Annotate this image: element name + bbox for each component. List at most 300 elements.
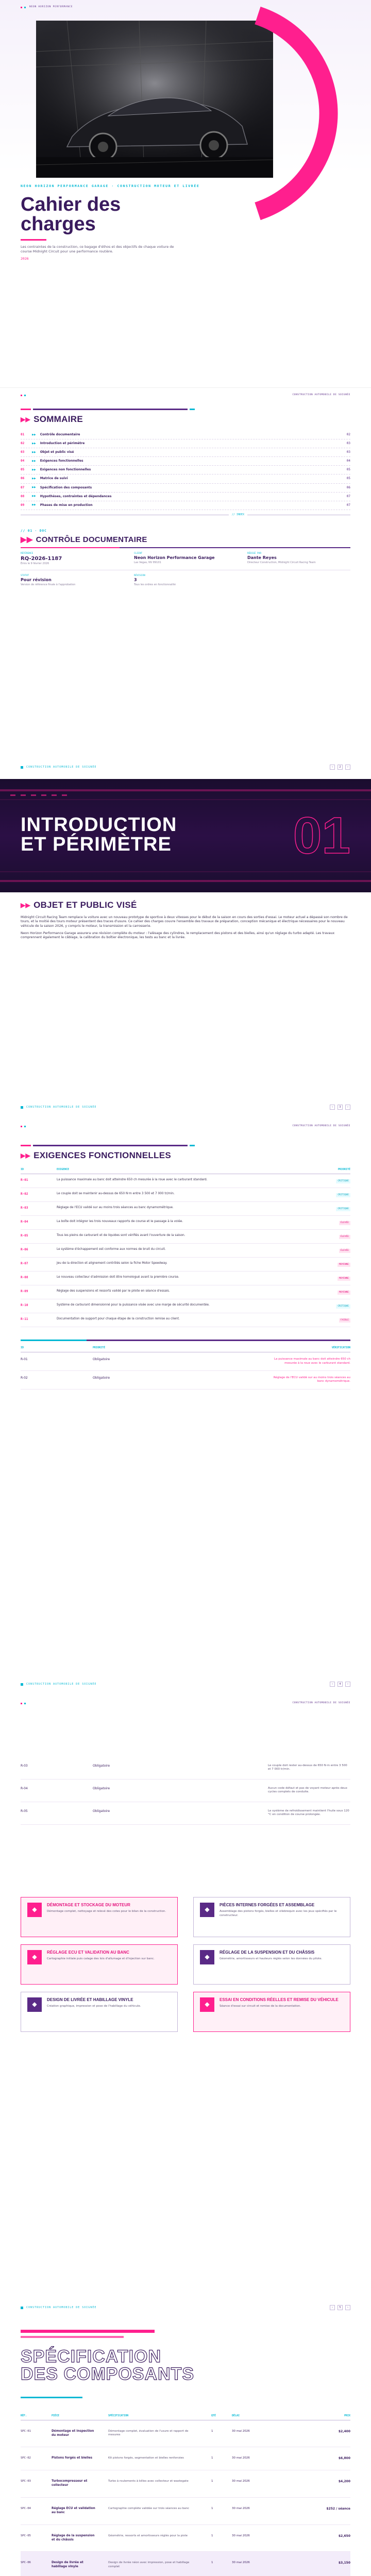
nonfunc-id: R-04 bbox=[21, 1786, 28, 1790]
summary-title-text: SOMMAIRE bbox=[33, 414, 83, 424]
page-components bbox=[0, 2319, 371, 2576]
trace-col-priority: PRIORITÉ bbox=[93, 1346, 106, 1350]
deliverable-body bbox=[220, 1903, 344, 1931]
component-ref: SPC-03 bbox=[21, 2480, 31, 2483]
page-label: CONSTRUCTION AUTOMOBILE DE SOIGNÉE bbox=[292, 1701, 350, 1704]
requirement-text: Système de carburant dimensionné pour la puissance visée avec une marge de sécurité documentée. bbox=[57, 1303, 210, 1307]
footer-brand bbox=[21, 1106, 96, 1109]
doc-client-value: Neon Horizon Performance Garage bbox=[134, 555, 215, 560]
summary-item-label: Spécification des composants bbox=[40, 485, 92, 489]
requirement-text: Réglage de l'ECU validé sur au moins trois séances au banc dynamométrique. bbox=[57, 1206, 174, 1209]
doc-status-value: Pour révision bbox=[21, 578, 52, 583]
summary-item[interactable] bbox=[21, 431, 350, 439]
summary-item-label: Objet et public visé bbox=[40, 450, 74, 454]
table-row bbox=[21, 2470, 350, 2498]
priority-badge: FAIBLE bbox=[339, 1318, 350, 1323]
doc-revision-value: 3 bbox=[134, 578, 137, 583]
requirement-id: R-10 bbox=[21, 1303, 28, 1308]
component-qty: 1 bbox=[211, 2561, 213, 2565]
deliverable-card bbox=[21, 1944, 178, 1985]
summary-item-label: Contrôle documentaire bbox=[40, 432, 80, 436]
component-price: $3,150 bbox=[338, 2561, 350, 2565]
page-functional bbox=[0, 1119, 371, 1696]
summary-item-number: 04 bbox=[21, 459, 25, 463]
table-row bbox=[21, 1757, 350, 1779]
component-ref: SPC-02 bbox=[21, 2456, 31, 2460]
component-spec: Démontage complet, évaluation de l'usure et rapport de mesures bbox=[108, 2429, 189, 2437]
summary-list bbox=[21, 431, 350, 510]
component-lead: 30 mai 2026 bbox=[232, 2507, 250, 2511]
requirement-priority-cell bbox=[314, 1201, 350, 1215]
col-spec: SPÉCIFICATION bbox=[108, 2414, 129, 2417]
table-row bbox=[21, 1779, 350, 1802]
doc-status-sub: Version de référence finale à l'approbation bbox=[21, 583, 76, 587]
requirement-id: R-11 bbox=[21, 1317, 28, 1321]
summary-item-page: 05 bbox=[346, 477, 350, 481]
component-lead: 30 mai 2026 bbox=[232, 2480, 250, 2483]
chevron-right-icon: ▶▶ bbox=[32, 433, 36, 436]
trace-priority: Obligatoire bbox=[93, 1358, 110, 1362]
intro-title-line-1: INTRODUCTION bbox=[21, 814, 177, 836]
component-part: Réglage ECU et validation au banc bbox=[52, 2507, 95, 2514]
deliverable-title: ESSAI EN CONDITIONS RÉELLES ET REMISE DU VÉHICULE bbox=[220, 1997, 339, 2002]
deliverable-text: Cartographie initiale puis calage des lois d'allumage et d'injection sur banc. bbox=[47, 1957, 155, 1961]
components-title bbox=[21, 2348, 194, 2383]
footer-brand bbox=[21, 2306, 96, 2310]
page-label: CONSTRUCTION AUTOMOBILE DE SOIGNÉE bbox=[292, 393, 350, 396]
nonfunc-verification: Le couple doit rester au-dessus de 650 N·m entre 3 500 et 7 000 tr/min. bbox=[268, 1764, 347, 1771]
summary-item-label: Exigences fonctionnelles bbox=[40, 459, 83, 463]
col-requirement: EXIGENCE bbox=[57, 1167, 70, 1171]
col-id: ID bbox=[21, 1167, 24, 1171]
summary-item-page: 04 bbox=[346, 459, 350, 463]
col-qty: QTÉ bbox=[211, 2414, 216, 2417]
summary-item-number: 09 bbox=[21, 503, 25, 507]
nonfunc-id: R-05 bbox=[21, 1809, 28, 1813]
priority-badge: MOYENNE bbox=[338, 1291, 350, 1295]
requirement-priority-cell bbox=[314, 1174, 350, 1188]
page-marker bbox=[21, 1126, 26, 1127]
component-spec: Kit pistons forgés, segmentation et bielles renforcées bbox=[108, 2456, 184, 2460]
deliverable-body bbox=[47, 1903, 166, 1931]
page-marker bbox=[21, 1703, 26, 1704]
requirement-priority-cell bbox=[314, 1244, 350, 1258]
component-spec: Cartographie complète validée sur trois séances au banc bbox=[108, 2507, 190, 2511]
page-marker bbox=[21, 395, 26, 396]
priority-badge: ÉLEVÉE bbox=[339, 1249, 350, 1253]
priority-badge: MOYENNE bbox=[338, 1277, 350, 1281]
component-ref: SPC-06 bbox=[21, 2561, 31, 2565]
doc-ref-value: RQ-2026-1187 bbox=[21, 555, 62, 562]
component-lead: 30 mai 2026 bbox=[232, 2561, 250, 2565]
deliverable-text: Assemblage des pistons forgés, bielles et vilebrequin avec les jeux spécifiés par le constructeur. bbox=[220, 1910, 337, 1917]
requirement-text: Réglage des suspensions et ressorts validé par le pilote en séance d'essais. bbox=[57, 1290, 170, 1293]
intro-title bbox=[21, 815, 177, 854]
requirement-text: Documentation de support pour chaque étape de la construction remise au client. bbox=[57, 1317, 180, 1321]
summary-item-label: Phases de mise en production bbox=[40, 503, 93, 507]
requirement-id: R-02 bbox=[21, 1192, 28, 1196]
page-footer bbox=[0, 753, 371, 774]
table-row bbox=[21, 1188, 350, 1201]
chevron-right-icon: ▶▶ bbox=[32, 450, 36, 454]
prev-page-icon[interactable]: ‹ bbox=[330, 1105, 335, 1110]
requirement-id: R-08 bbox=[21, 1276, 28, 1280]
trace-id: R-02 bbox=[21, 1376, 28, 1380]
summary-item-page: 05 bbox=[346, 468, 350, 472]
requirement-id: R-09 bbox=[21, 1290, 28, 1294]
deliverable-title: DESIGN DE LIVRÉE ET HABILLAGE VINYLE bbox=[47, 1997, 133, 2002]
prev-page-icon[interactable]: ‹ bbox=[330, 765, 335, 770]
requirement-id: R-06 bbox=[21, 1248, 28, 1251]
table-row bbox=[21, 1370, 350, 1389]
summary-item-number: 08 bbox=[21, 494, 25, 498]
summary-item-number: 06 bbox=[21, 477, 25, 481]
prev-page-icon[interactable]: ‹ bbox=[330, 2305, 335, 2310]
priority-badge: ÉLEVÉE bbox=[339, 1221, 350, 1225]
component-price: $6,800 bbox=[338, 2456, 350, 2461]
deliverable-icon: ◆ bbox=[200, 1997, 214, 2012]
summary-item[interactable] bbox=[21, 466, 350, 474]
component-price: $2,650 bbox=[338, 2534, 350, 2538]
component-part: Pistons forgés et bielles bbox=[52, 2456, 93, 2460]
summary-item-number: 07 bbox=[21, 485, 25, 489]
doc-ref-label: RÉFÉRENCE bbox=[21, 552, 33, 555]
col-part: PIÈCE bbox=[52, 2414, 60, 2417]
summary-item-page: 03 bbox=[346, 442, 350, 446]
table-row bbox=[21, 2552, 350, 2576]
doc-ref-sub: Émis le 9 février 2026 bbox=[21, 562, 49, 566]
components-table bbox=[21, 2412, 350, 2576]
chevron-right-icon: ▶▶ bbox=[32, 477, 36, 481]
component-part: Design de livrée et habillage vinyle bbox=[52, 2561, 83, 2569]
objet-paragraph-2: Neon Horizon Performance Garage assurera une révision complète du moteur : l'alésage des cylindres, le remplacement des pistons et des bielles, ainsi qu'un réglage du turbo adapté. Les travaux comprennent également le câblage, la calibration du boîtier électronique, les tests au banc et la livrée. bbox=[21, 931, 335, 940]
trace-id: R-01 bbox=[21, 1358, 28, 1362]
priority-badge: ÉLEVÉE bbox=[339, 1235, 350, 1239]
trace-verification: Réglage de l'ECU validé sur au moins trois séances au banc dynamométrique. bbox=[273, 1376, 350, 1383]
chevron-right-icon: ▶▶ bbox=[32, 495, 36, 498]
trace-table bbox=[21, 1344, 350, 1389]
summary-item[interactable] bbox=[21, 439, 350, 448]
functional-headband bbox=[21, 1144, 350, 1147]
intro-banner bbox=[0, 779, 371, 892]
trace-priority: Obligatoire bbox=[93, 1376, 110, 1380]
component-qty: 1 bbox=[211, 2480, 213, 2483]
requirement-id: R-05 bbox=[21, 1233, 28, 1238]
component-price: $4,200 bbox=[338, 2480, 350, 2484]
col-lead: DÉLAI bbox=[232, 2414, 240, 2417]
deliverable-card bbox=[193, 1897, 350, 1937]
requirement-text: Jeu de la direction et alignement contrôlés selon la fiche Motor Speedway. bbox=[57, 1262, 167, 1265]
doc-client-cell bbox=[134, 552, 237, 566]
requirement-text: La boîte doit intégrer les trois nouveaux rapports de course et le passage à la volée. bbox=[57, 1219, 183, 1223]
col-priority: PRIORITÉ bbox=[338, 1167, 350, 1171]
index-marker: // INDEX bbox=[231, 513, 244, 516]
doc-revision-sub: Tous les ordres en fonctionnalité bbox=[134, 583, 176, 587]
page-intro bbox=[0, 779, 371, 1119]
doc-revision-cell bbox=[134, 574, 237, 587]
requirement-text: La puissance maximale au banc doit atteindre 650 ch mesurée à la roue avec le carburant standard. bbox=[57, 1178, 208, 1181]
nonfunc-priority: Obligatoire bbox=[93, 1786, 110, 1790]
doc-author-value: Dante Reyes bbox=[247, 555, 277, 560]
deliverable-body bbox=[47, 1950, 155, 1979]
deliverable-title: RÉGLAGE DE LA SUSPENSION ET DU CHÂSSIS bbox=[220, 1950, 315, 1955]
summary-item[interactable] bbox=[21, 493, 350, 501]
table-row bbox=[21, 2420, 350, 2447]
doc-control-title: ▶▶ CONTRÔLE DOCUMENTAIRE bbox=[21, 535, 350, 545]
trace-rule bbox=[21, 1340, 350, 1341]
table-row bbox=[21, 2447, 350, 2470]
cover-accent-bar bbox=[21, 239, 46, 241]
deliverable-icon: ◆ bbox=[27, 1997, 42, 2012]
doc-ref-cell bbox=[21, 552, 124, 566]
deliverable-icon: ◆ bbox=[27, 1950, 42, 1964]
footer-label: CONSTRUCTION AUTOMOBILE DE SOIGNÉE bbox=[26, 2306, 97, 2309]
functional-table bbox=[21, 1166, 350, 1327]
chevron-right-icon: ▶▶ bbox=[32, 442, 36, 445]
deliverable-icon: ◆ bbox=[200, 1903, 214, 1917]
table-row bbox=[21, 1313, 350, 1327]
requirement-text: Tous les pleins de carburant et de liquides sont vérifiés avant l'ouverture de la saison. bbox=[57, 1233, 185, 1237]
trace-table-header bbox=[21, 1344, 350, 1352]
table-row bbox=[21, 1174, 350, 1188]
cover-page bbox=[0, 0, 371, 387]
chevron-right-icon: ▶▶ bbox=[32, 486, 36, 489]
doc-status-label: STATUT bbox=[21, 574, 29, 578]
brand-small: NEON HORIZON PERFORMANCE bbox=[29, 5, 73, 8]
footer-brand bbox=[21, 1683, 96, 1686]
objet-title: ▶▶ OBJET ET PUBLIC VISÉ bbox=[21, 900, 350, 911]
nonfunc-verification: Aucun code défaut et pas de voyant moteur après deux cycles complets de conduite. bbox=[268, 1786, 347, 1794]
col-ref: RÉF. bbox=[21, 2414, 27, 2417]
requirement-priority-cell bbox=[314, 1229, 350, 1243]
requirement-id: R-04 bbox=[21, 1219, 28, 1224]
component-spec: Turbo à roulements à billes avec collecteur et wastegate bbox=[108, 2480, 189, 2483]
next-page-icon[interactable]: › bbox=[345, 1105, 350, 1110]
component-part: Turbocompresseur et collecteur bbox=[52, 2480, 88, 2487]
deliverable-card bbox=[21, 1992, 178, 2032]
deliverable-card bbox=[193, 1992, 350, 2032]
component-part: Démontage et inspection du moteur bbox=[52, 2429, 94, 2437]
deliverables-grid bbox=[21, 1897, 350, 2032]
summary-item-page: 02 bbox=[346, 432, 350, 436]
doc-client-label: CLIENT bbox=[134, 552, 143, 555]
summary-item-page: 03 bbox=[346, 450, 350, 454]
col-price: PRIX bbox=[344, 2414, 350, 2417]
doc-control-grid bbox=[21, 552, 350, 566]
priority-badge: CRITIQUE bbox=[336, 1193, 350, 1197]
chevron-right-icon: ▶▶ bbox=[32, 468, 36, 471]
component-price: $2,400 bbox=[338, 2429, 350, 2433]
component-lead: 30 mai 2026 bbox=[232, 2429, 250, 2433]
requirement-priority-cell bbox=[314, 1188, 350, 1201]
summary-item[interactable] bbox=[21, 448, 350, 457]
footer-label: CONSTRUCTION AUTOMOBILE DE SOIGNÉE bbox=[26, 1105, 97, 1109]
page-number: 2 bbox=[338, 765, 343, 770]
deliverable-text: Démontage complet, nettoyage et relevé des cotes pour le bilan de la construction. bbox=[47, 1910, 166, 1913]
objet-paragraph-1: Midnight Circuit Racing Team remplace la voiture avec un nouveau prototype de sportive à deux vitesses pour le début de la saison en cours des sorties d'essai. Le moteur actuel a dépassé son nombre de tours, et la moitié des tours moteur présentent des traces d'usure. Ce cahier des charges couvre l'ensemble des travaux de préparation, conception mécanique et électrique nécessaires pour le nouveau véhicule de la saison 2026, y compris le moteur, la transmission et la carrosserie. bbox=[21, 915, 348, 928]
cover-title bbox=[21, 195, 350, 234]
nonfunc-priority: Obligatoire bbox=[93, 1809, 110, 1813]
components-table-header bbox=[21, 2412, 350, 2420]
doc-control-grid-2 bbox=[21, 574, 350, 587]
deliverable-icon: ◆ bbox=[27, 1903, 42, 1917]
component-qty: 1 bbox=[211, 2507, 213, 2511]
requirement-text: Le couple doit se maintenir au-dessus de 650 N·m entre 3 500 et 7 000 tr/min. bbox=[57, 1192, 175, 1195]
table-row bbox=[21, 1215, 350, 1229]
functional-title-text: EXIGENCES FONCTIONNELLES bbox=[33, 1150, 172, 1160]
table-row bbox=[21, 2498, 350, 2525]
cover-tagline: NEON HORIZON PERFORMANCE GARAGE · CONSTRUCTION MOTEUR ET LIVRÉE bbox=[21, 184, 200, 188]
objet-title-text: OBJET ET PUBLIC VISÉ bbox=[33, 900, 137, 910]
component-ref: SPC-01 bbox=[21, 2429, 31, 2433]
summary-title: ▶▶ SOMMAIRE bbox=[21, 414, 350, 426]
functional-table-header bbox=[21, 1166, 350, 1174]
pagination bbox=[330, 2305, 350, 2310]
requirement-text: Le système d'échappement est conforme aux normes de bruit du circuit. bbox=[57, 1248, 166, 1251]
doc-author-cell bbox=[247, 552, 350, 566]
requirement-priority-cell bbox=[314, 1285, 350, 1299]
doc-author-sub: Directeur Construction, Midnight Circuit Racing Team bbox=[247, 561, 316, 564]
table-row bbox=[21, 1201, 350, 1215]
table-row bbox=[21, 2524, 350, 2552]
table-row bbox=[21, 1802, 350, 1824]
summary-item-number: 05 bbox=[21, 468, 25, 472]
components-title-line-2: DES COMPOSANTS bbox=[21, 2364, 195, 2384]
requirement-text: Le nouveau collecteur d'admission doit être homologué avant la première course. bbox=[57, 1276, 179, 1279]
summary-item-number: 01 bbox=[21, 432, 25, 436]
intro-big-number: 01 bbox=[293, 807, 350, 865]
deliverable-body bbox=[220, 1950, 322, 1979]
summary-item[interactable] bbox=[21, 474, 350, 483]
summary-item[interactable] bbox=[21, 457, 350, 466]
component-spec: Design de livrée néon avec impression, pose et habillage complet bbox=[108, 2561, 190, 2568]
page-number: 3 bbox=[338, 1105, 343, 1110]
priority-badge: MOYENNE bbox=[338, 1263, 350, 1267]
summary-headband bbox=[21, 408, 350, 411]
summary-item-page: 06 bbox=[346, 485, 350, 489]
trace-col-id: ID bbox=[21, 1346, 24, 1350]
component-ref: SPC-04 bbox=[21, 2507, 31, 2511]
deliverable-body bbox=[220, 1997, 339, 2026]
requirement-priority-cell bbox=[314, 1313, 350, 1327]
summary-item[interactable] bbox=[21, 484, 350, 493]
component-qty: 1 bbox=[211, 2456, 213, 2460]
summary-end-marker bbox=[21, 513, 350, 517]
doc-control-rule bbox=[21, 547, 350, 548]
page-number: 4 bbox=[338, 1682, 343, 1687]
car-photo-illustration bbox=[36, 21, 273, 178]
deliverable-text: Séance d'essai sur circuit et remise de la documentation. bbox=[220, 2005, 301, 2008]
footer-label: CONSTRUCTION AUTOMOBILE DE SOIGNÉE bbox=[26, 1682, 97, 1686]
doc-author-label: RÉDIGÉ PAR bbox=[247, 552, 262, 555]
page-footer bbox=[0, 2294, 371, 2314]
table-row bbox=[21, 1244, 350, 1258]
cover-hero-image bbox=[36, 21, 273, 178]
component-lead: 30 mai 2026 bbox=[232, 2456, 250, 2460]
deliverable-text: Création graphique, impression et pose de l'habillage du véhicule. bbox=[47, 2005, 141, 2008]
deliverable-card bbox=[193, 1944, 350, 1985]
summary-item-number: 03 bbox=[21, 450, 25, 454]
component-qty: 1 bbox=[211, 2534, 213, 2537]
doc-revision-label: RÉVISION bbox=[134, 574, 145, 578]
table-row bbox=[21, 1229, 350, 1243]
summary-item-page: 07 bbox=[346, 494, 350, 498]
pagination bbox=[330, 1682, 350, 1687]
next-page-icon[interactable]: › bbox=[345, 765, 350, 770]
trace-col-verification: VÉRIFICATION bbox=[331, 1346, 350, 1350]
summary-item-label: Exigences non fonctionnelles bbox=[40, 468, 91, 472]
table-row bbox=[21, 1272, 350, 1285]
footer-brand bbox=[21, 766, 96, 769]
component-qty: 1 bbox=[211, 2429, 213, 2433]
component-lead: 30 mai 2026 bbox=[232, 2534, 250, 2537]
priority-badge: CRITIQUE bbox=[336, 1179, 350, 1183]
priority-badge: CRITIQUE bbox=[336, 1207, 350, 1211]
table-row bbox=[21, 1285, 350, 1299]
chevron-right-icon: ▶▶ bbox=[32, 503, 36, 507]
deliverable-body bbox=[47, 1997, 141, 2026]
page-label: CONSTRUCTION AUTOMOBILE DE SOIGNÉE bbox=[292, 1124, 350, 1127]
table-row bbox=[21, 1299, 350, 1313]
table-row bbox=[21, 1352, 350, 1371]
summary-item-label: Matrice de suivi bbox=[40, 477, 68, 481]
requirement-priority-cell bbox=[314, 1258, 350, 1272]
deliverable-text: Géométrie, amortisseurs et hauteurs réglés selon les données du pilote. bbox=[220, 1957, 323, 1961]
page-number: 5 bbox=[338, 2305, 343, 2310]
requirement-priority-cell bbox=[314, 1299, 350, 1313]
component-price: $252 / séance bbox=[326, 2507, 350, 2511]
doc-status-cell bbox=[21, 574, 124, 587]
summary-item-page: 07 bbox=[346, 503, 350, 507]
pagination bbox=[330, 1105, 350, 1110]
requirement-id: R-03 bbox=[21, 1206, 28, 1210]
doc-control-tag: // 01 · DOC bbox=[21, 529, 47, 533]
page-footer bbox=[0, 1093, 371, 1114]
functional-title: ▶▶ EXIGENCES FONCTIONNELLES bbox=[21, 1150, 350, 1162]
intro-title-line-2: ET PÉRIMÈTRE bbox=[21, 834, 172, 855]
deliverable-icon: ◆ bbox=[200, 1950, 214, 1964]
summary-item-number: 02 bbox=[21, 442, 25, 446]
trace-verification: La puissance maximale au banc doit atteindre 650 ch mesurée à la roue avec le carburant standard. bbox=[274, 1358, 350, 1365]
nonfunc-priority: Obligatoire bbox=[93, 1764, 110, 1768]
cover-description: Les contraintes de la construction, ce bagage d'éthos et des objectifs de chaque voiture de course Midnight Circuit pour une performance routière. bbox=[21, 244, 174, 253]
component-spec: Géométrie, ressorts et amortisseurs réglés pour la piste bbox=[108, 2534, 188, 2537]
deliverable-title: DÉMONTAGE ET STOCKAGE DU MOTEUR bbox=[47, 1902, 130, 1907]
page-nonfunctional bbox=[0, 1696, 371, 2319]
table-row bbox=[21, 1258, 350, 1272]
deliverable-title: RÉGLAGE ECU ET VALIDATION AU BANC bbox=[47, 1950, 129, 1955]
prev-page-icon[interactable]: ‹ bbox=[330, 1682, 335, 1687]
summary-item[interactable] bbox=[21, 501, 350, 510]
cover-title-line-1: Cahier des bbox=[21, 193, 121, 215]
component-part: Réglage de la suspension et du châssis bbox=[52, 2534, 95, 2541]
page-summary bbox=[0, 387, 371, 779]
component-ref: SPC-05 bbox=[21, 2534, 31, 2537]
brand-mark bbox=[21, 6, 73, 9]
components-banner bbox=[0, 2319, 371, 2412]
cover-year: 2026 bbox=[21, 257, 29, 261]
next-page-icon[interactable]: › bbox=[345, 1682, 350, 1687]
page-footer bbox=[0, 1670, 371, 1691]
next-page-icon[interactable]: › bbox=[345, 2305, 350, 2310]
requirement-priority-cell bbox=[314, 1215, 350, 1229]
components-title-line-1: SPÉCIFICATION bbox=[21, 2347, 162, 2366]
requirement-id: R-01 bbox=[21, 1178, 28, 1182]
summary-item-label: Hypothèses, contraintes et dépendances bbox=[40, 494, 112, 498]
deliverable-title: PIÈCES INTERNES FORGÉES ET ASSEMBLAGE bbox=[220, 1902, 315, 1907]
requirement-id: R-07 bbox=[21, 1262, 28, 1266]
summary-item-label: Introduction et périmètre bbox=[40, 442, 85, 446]
